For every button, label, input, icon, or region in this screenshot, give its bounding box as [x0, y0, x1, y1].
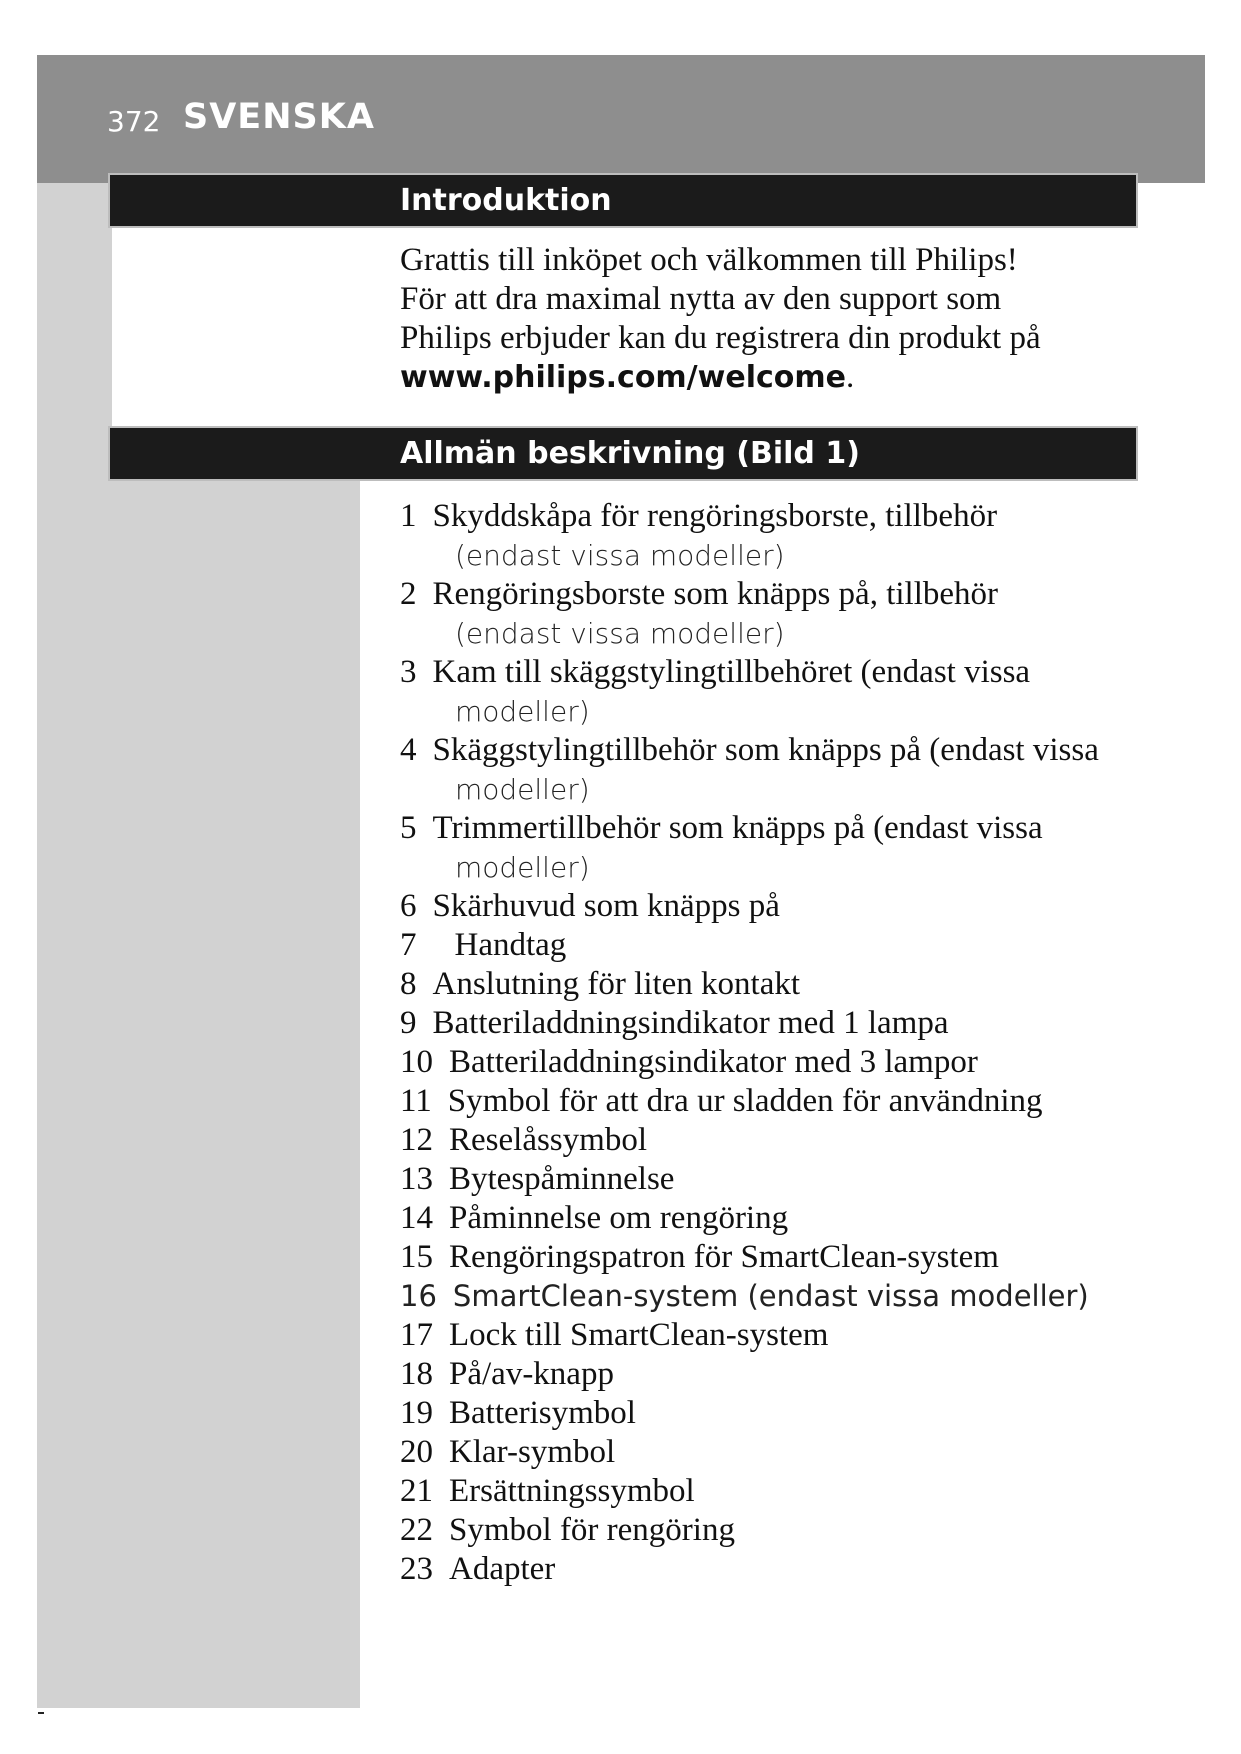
- parts-list-item: [400, 926, 1200, 965]
- part-number: 17: [400, 1317, 433, 1353]
- page-header: [37, 55, 1205, 183]
- parts-list-item: [400, 1277, 1200, 1316]
- part-label: Rengöringspatron för SmartClean-system: [449, 1239, 999, 1275]
- parts-list-item: [400, 575, 1200, 653]
- part-label: Påminnelse om rengöring: [449, 1200, 789, 1236]
- part-number: 1: [400, 498, 417, 534]
- part-number: 21: [400, 1473, 433, 1509]
- part-note: (endast vissa modeller): [455, 539, 785, 572]
- part-number: 2: [400, 576, 417, 612]
- parts-list-item: [400, 1394, 1200, 1433]
- intro-paragraph: [400, 241, 1200, 397]
- parts-list-item: [400, 1043, 1200, 1082]
- part-label: Skäggstylingtillbehör som knäpps på (endast vissa: [432, 732, 1099, 768]
- parts-list-item: [400, 965, 1200, 1004]
- part-note: modeller): [455, 773, 590, 806]
- intro-line: Grattis till inköpet och välkommen till Philips!: [400, 242, 1018, 278]
- part-number: 22: [400, 1512, 433, 1548]
- part-number: 12: [400, 1122, 433, 1158]
- part-number: 18: [400, 1356, 433, 1392]
- intro-line: För att dra maximal nytta av den support som: [400, 281, 1002, 317]
- crop-mark: [38, 1712, 44, 1714]
- part-number: 4: [400, 732, 417, 768]
- parts-list-item: [400, 1433, 1200, 1472]
- general-description-section-title: Allmän beskrivning (Bild 1): [400, 436, 860, 471]
- parts-list-item: [400, 887, 1200, 926]
- parts-list-item: [400, 1355, 1200, 1394]
- part-number: 14: [400, 1200, 433, 1236]
- part-number: 15: [400, 1239, 433, 1275]
- parts-list-item: [400, 1316, 1200, 1355]
- part-label: Lock till SmartClean-system: [449, 1317, 829, 1353]
- part-label: Handtag: [454, 927, 567, 963]
- part-number: 3: [400, 654, 417, 690]
- part-label: Skärhuvud som knäpps på: [432, 888, 780, 924]
- part-label: Batteriladdningsindikator med 3 lampor: [449, 1044, 978, 1080]
- parts-list-item: [400, 1004, 1200, 1043]
- part-label: Adapter: [449, 1551, 556, 1587]
- part-number: 19: [400, 1395, 433, 1431]
- part-label: Trimmertillbehör som knäpps på (endast vissa: [432, 810, 1043, 846]
- parts-list-item: [400, 497, 1200, 575]
- part-label: SmartClean-system (endast vissa modeller): [452, 1279, 1089, 1313]
- part-label: Klar-symbol: [449, 1434, 616, 1470]
- part-label: Ersättningssymbol: [449, 1473, 695, 1509]
- part-note: modeller): [455, 851, 590, 884]
- part-number: 20: [400, 1434, 433, 1470]
- parts-list-item: [400, 1199, 1200, 1238]
- parts-list-item: [400, 1082, 1200, 1121]
- part-note: modeller): [455, 695, 590, 728]
- parts-list-item: [400, 731, 1200, 809]
- parts-list-item: [400, 809, 1200, 887]
- parts-list-item: [400, 1121, 1200, 1160]
- intro-url-line: [400, 358, 1200, 397]
- parts-list-item: [400, 653, 1200, 731]
- part-number: 11: [400, 1083, 432, 1119]
- part-label: Symbol för rengöring: [449, 1512, 735, 1548]
- parts-list-item: [400, 1472, 1200, 1511]
- part-number: 5: [400, 810, 417, 846]
- parts-list: [400, 497, 1200, 1589]
- part-number: 23: [400, 1551, 433, 1587]
- part-label: Bytespåminnelse: [449, 1161, 675, 1197]
- intro-line: Philips erbjuder kan du registrera din produkt på: [400, 320, 1041, 356]
- part-label: Skyddskåpa för rengöringsborste, tillbehör: [432, 498, 998, 534]
- part-number: 9: [400, 1005, 417, 1041]
- general-description-section-bar: [110, 428, 1136, 479]
- parts-list-item: [400, 1511, 1200, 1550]
- part-number: 16: [400, 1279, 437, 1313]
- part-label: Kam till skäggstylingtillbehöret (endast vissa: [432, 654, 1031, 690]
- part-number: 7: [400, 927, 417, 963]
- part-note: (endast vissa modeller): [455, 617, 785, 650]
- part-number: 10: [400, 1044, 433, 1080]
- part-label: Anslutning för liten kontakt: [432, 966, 801, 1002]
- part-label: Batteriladdningsindikator med 1 lampa: [432, 1005, 949, 1041]
- parts-list-item: [400, 1238, 1200, 1277]
- intro-section-title: Introduktion: [400, 183, 612, 218]
- page-language: SVENSKA: [183, 97, 375, 137]
- part-number: 6: [400, 888, 417, 924]
- part-label: Symbol för att dra ur sladden för användning: [447, 1083, 1043, 1119]
- part-label: Reselåssymbol: [449, 1122, 647, 1158]
- part-number: 13: [400, 1161, 433, 1197]
- welcome-url-link[interactable]: www.philips.com/welcome: [400, 360, 846, 395]
- part-label: Rengöringsborste som knäpps på, tillbehör: [432, 576, 999, 612]
- parts-list-item: [400, 1160, 1200, 1199]
- part-label: På/av-knapp: [449, 1356, 614, 1392]
- part-label: Batterisymbol: [449, 1395, 636, 1431]
- intro-section-bar: [110, 175, 1136, 226]
- part-number: 8: [400, 966, 417, 1002]
- parts-list-item: [400, 1550, 1200, 1589]
- intro-url-suffix: .: [846, 359, 855, 395]
- page-number: 372: [107, 105, 161, 138]
